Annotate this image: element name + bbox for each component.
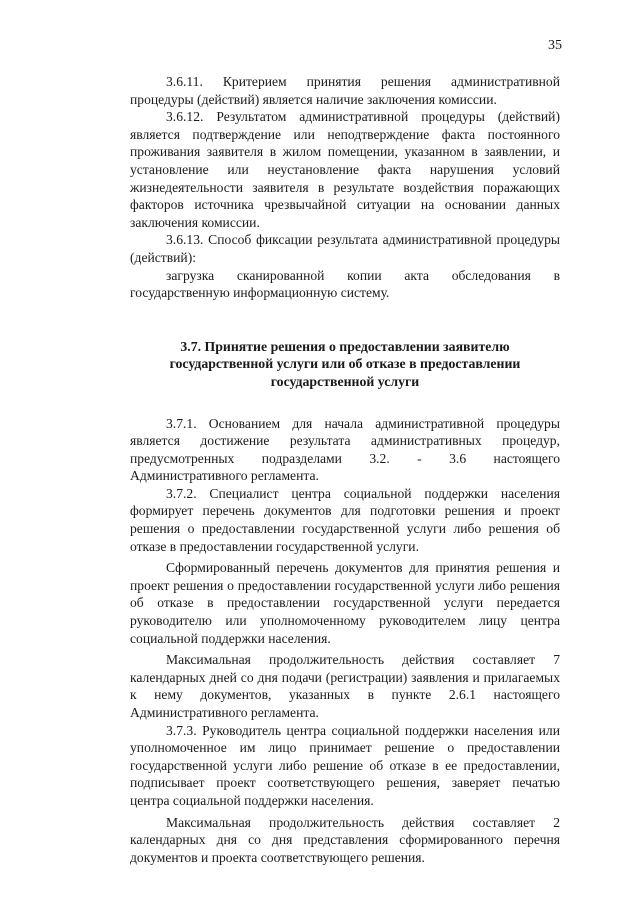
- paragraph-3-6-12: 3.6.12. Результатом административной процедуры (действий) является подтверждение или неподтверждение факта постоянного проживания заявителя в жилом помещении, указанном в заявлении, и установление или неустановление факта нарушения условий жизнедеятельности заявителя в результате воздействия поражающих факторов источника чрезвычайной ситуации на основании данных заключения комиссии.: [130, 109, 560, 230]
- heading-line-1: 3.7. Принятие решения о предоставлении заявителю: [180, 338, 510, 354]
- paragraph-3-7-3: 3.7.3. Руководитель центра социальной поддержки населения или уполномоченное им лицо принимает решение о предоставлении государственной услуги либо решение об отказе в ее предоставлении, подписывает проект соответствующего решения, заверяет печатью центра социальной поддержки населения.: [130, 722, 560, 808]
- paragraph-upload-method: загрузка сканированной копии акта обследования в государственную информационную систему.: [130, 267, 560, 301]
- paragraph-3-6-11: 3.6.11. Критерием принятия решения административной процедуры (действий) является наличие заключения комиссии.: [130, 74, 560, 107]
- paragraph-max-duration-2: Максимальная продолжительность действия составляет 2 календарных дня со дня представления сформированного перечня документов и проекта соответствующего решения.: [130, 814, 560, 865]
- heading-line-2: государственной услуги или об отказе в предоставлении: [169, 356, 521, 372]
- paragraph-3-7-2: 3.7.2. Специалист центра социальной поддержки населения формирует перечень документов для подготовки решения и проект решения о предоставлении государственной услуги либо решения об отказе в предоставлении государственной услуги.: [130, 485, 560, 554]
- paragraph-3-7-1: 3.7.1. Основанием для начала административной процедуры является достижение результата административных процедур, предусмотренных подразделами 3.2. - 3.6 настоящего Административного регламента.: [130, 415, 560, 484]
- paragraph-max-duration-7: Максимальная продолжительность действия составляет 7 календарных дней со дня подачи (регистрации) заявления и прилагаемых к нему документов, указанных в пункте 2.6.1 настоящего Административного регламента.: [130, 652, 560, 720]
- paragraph-3-6-13: 3.6.13. Способ фиксации результата административной процедуры (действий):: [130, 232, 560, 265]
- section-heading-3-7: [130, 338, 560, 391]
- heading-line-3: государственной услуги: [270, 373, 420, 389]
- document-body: [130, 73, 560, 866]
- paragraph-formed-list: Сформированный перечень документов для принятия решения и проект решения о предоставлении государственной услуги либо решения об отказе в предоставлении государственной услуги передается руководителю или уполномоченному руководителем лицу центра социальной поддержки населения.: [130, 560, 560, 646]
- page-number: 35: [548, 38, 562, 53]
